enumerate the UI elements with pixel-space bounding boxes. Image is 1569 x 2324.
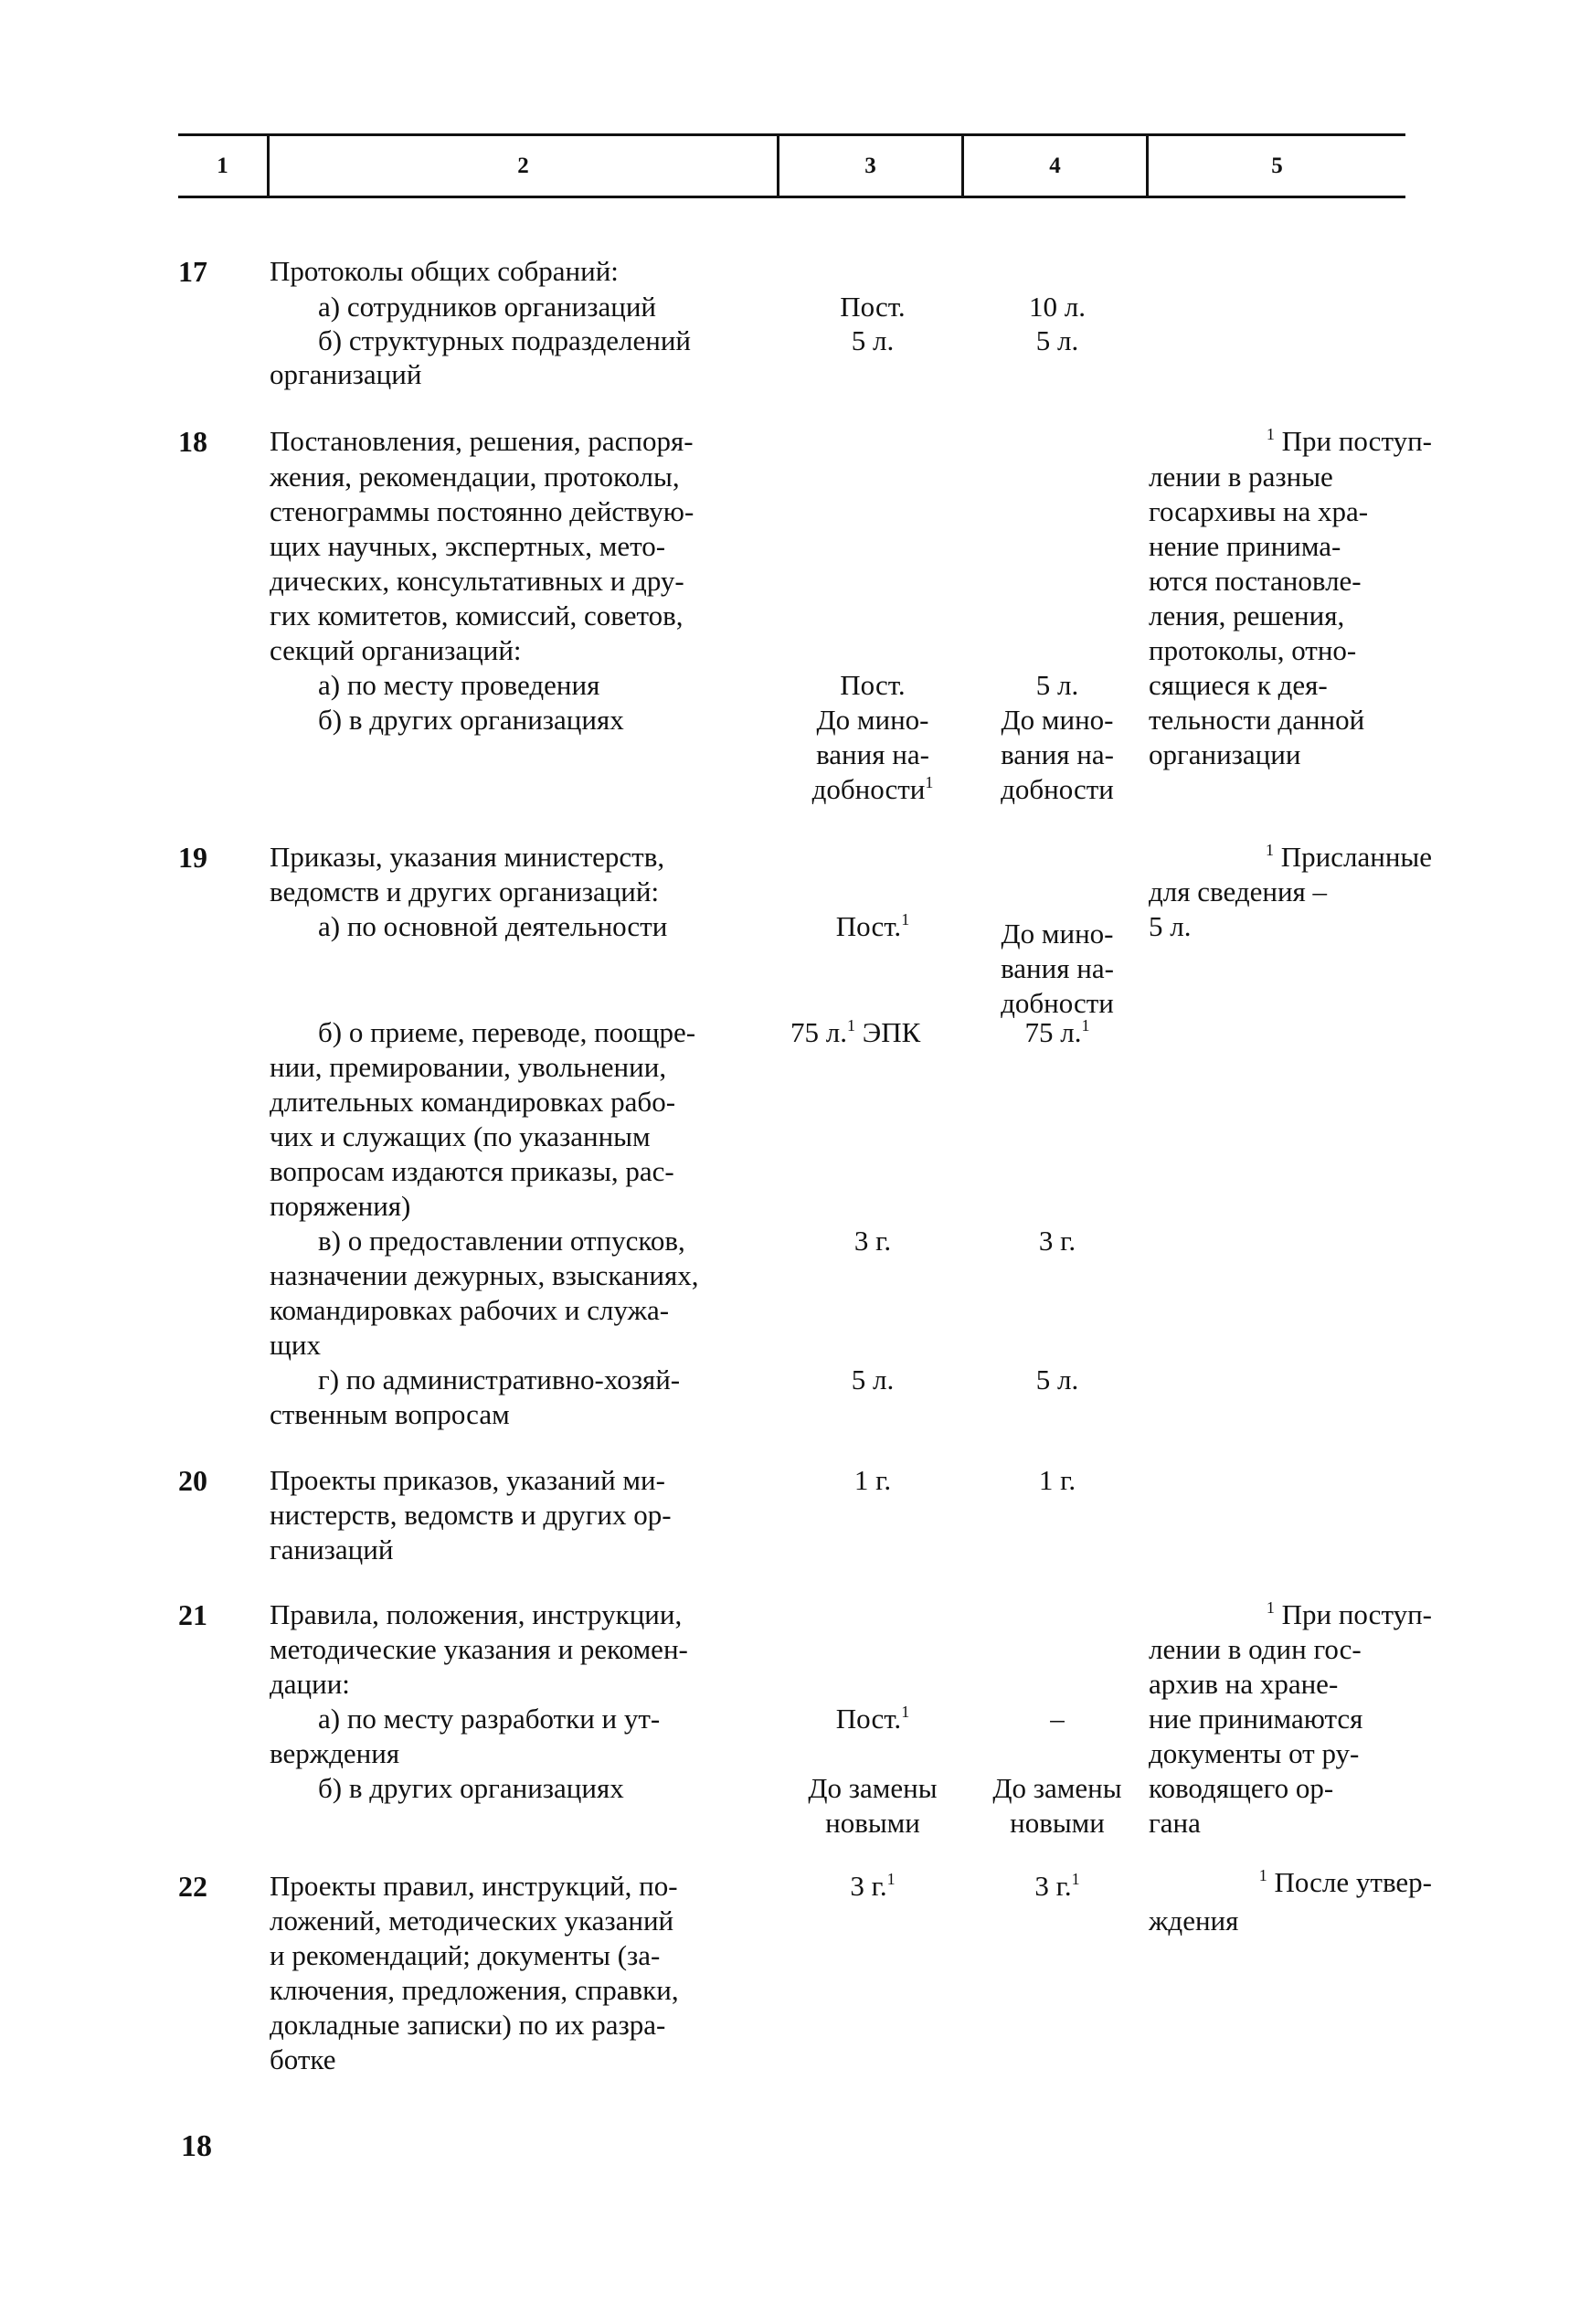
note-text: При поступ- [1281, 425, 1432, 457]
row-text: Проекты приказов, указаний ми- [270, 1464, 665, 1496]
row-text: щих научных, экспертных, мето- [270, 530, 666, 562]
row-text: а) по месту разработки и ут- [318, 1703, 661, 1735]
row-text: нии, премировании, увольнении, [270, 1051, 667, 1083]
header-col-3: 3 [864, 154, 876, 178]
note: ние принимаются [1149, 1703, 1363, 1735]
row-text: дических, консультативных и дру- [270, 565, 684, 597]
note: 5 л. [1149, 910, 1192, 942]
term-col-3: 5 л. [851, 324, 895, 356]
footnote-marker: 1 [925, 773, 934, 791]
row-number: 22 [178, 1870, 207, 1903]
term-text: 75 л. [1024, 1016, 1082, 1048]
note: ководящего ор- [1149, 1772, 1334, 1804]
header-bottom-rule [178, 196, 1405, 198]
row-number: 20 [178, 1464, 207, 1497]
note: ления, решения, [1149, 600, 1345, 631]
row-text: вопросам издаются приказы, рас- [270, 1155, 674, 1187]
row-text: б) структурных подразделений [318, 324, 692, 356]
row-text: ключения, предложения, справки, [270, 1974, 679, 2006]
row-text: в) о предоставлении отпусков, [318, 1225, 685, 1257]
row-text: секций организаций: [270, 634, 522, 666]
term-text: 3 г. [850, 1870, 887, 1902]
term-text: 3 г. [1034, 1870, 1072, 1902]
note: тельности данной [1149, 704, 1365, 736]
term-col-3: Пост.$^1$ [835, 1703, 910, 1735]
term-col-3: До замены [808, 1772, 938, 1804]
term-col-3: 3 г. [853, 1225, 892, 1257]
note-text: После утвер- [1274, 1866, 1432, 1898]
term-col-4: вания на- [1001, 738, 1114, 770]
term-col-3: 75 л.$^1$ ЭПК [790, 1016, 921, 1048]
term-col-4: До мино- [1001, 704, 1114, 736]
term-col-4: До замены [992, 1772, 1122, 1804]
term-text: 75 л. [790, 1016, 847, 1048]
header-col-4: 4 [1049, 154, 1061, 178]
term-col-3 [781, 771, 964, 808]
term-col-4: 10 л. [1029, 291, 1086, 323]
note: лении в разные [1149, 461, 1333, 493]
term-text: добности [811, 773, 926, 805]
header-col-5: 5 [1271, 154, 1283, 178]
row-text: ботке [270, 2043, 336, 2075]
term-col-4: До мино- [1001, 918, 1114, 950]
note: лении в один гос- [1149, 1633, 1362, 1665]
term-col-4: новыми [1010, 1807, 1105, 1839]
row-text: а) по основной деятельности [318, 910, 668, 942]
term-col-4: 3 г.$^1$ [1034, 1870, 1080, 1902]
term-col-4: 1 г. [1038, 1464, 1076, 1496]
note: ждения [1149, 1905, 1239, 1937]
term-col-3: новыми [825, 1807, 920, 1839]
note: сящиеся к дея- [1149, 669, 1328, 701]
row-text: а) сотрудников организаций [318, 291, 657, 323]
row-text: щих [270, 1329, 321, 1361]
note: документы от ру- [1149, 1737, 1360, 1769]
row-text: и рекомендаций; документы (за- [270, 1939, 661, 1971]
row-number: 19 [178, 841, 207, 874]
table-header [178, 133, 1405, 198]
term-col-3: Пост.$^1$ [835, 910, 910, 942]
term-col-4: 5 л. [1035, 669, 1079, 701]
term-col-3: 3 г.$^1$ [850, 1870, 896, 1902]
row-text: поряжения) [270, 1190, 411, 1222]
term-col-4: 3 г. [1038, 1225, 1076, 1257]
term-col-4: вания на- [1001, 952, 1114, 984]
row-text: б) в других организациях [318, 704, 624, 736]
note: госархивы на хра- [1149, 495, 1369, 527]
row-text: дации: [270, 1668, 350, 1700]
row-text: докладные записки) по их разра- [270, 2009, 666, 2041]
term-text: Пост. [835, 910, 902, 942]
row-text: верждения [270, 1737, 400, 1769]
row-text: ственным вопросам [270, 1398, 510, 1430]
row-number: 21 [178, 1598, 207, 1631]
row-text: гих комитетов, комиссий, советов, [270, 600, 684, 631]
page-number: 18 [181, 2129, 212, 2163]
note: $^1$ При поступ- [1266, 425, 1432, 457]
term-col-4: – [1050, 1703, 1065, 1735]
row-text: организаций [270, 358, 422, 390]
term-col-3: 5 л. [851, 1364, 895, 1395]
row-text: б) о приеме, переводе, поощре- [318, 1016, 696, 1048]
note: для сведения – [1149, 875, 1328, 907]
note: ются постановле- [1149, 565, 1362, 597]
row-text: б) в других организациях [318, 1772, 624, 1804]
note: организации [1149, 738, 1301, 770]
term-col-4: добности [1001, 987, 1114, 1019]
row-text: ложений, методических указаний [270, 1905, 674, 1937]
row-text: а) по месту проведения [318, 669, 600, 701]
row-text: жения, рекомендации, протоколы, [270, 461, 680, 493]
row-text: методические указания и рекомен- [270, 1633, 688, 1665]
term-col-4: 5 л. [1035, 324, 1079, 356]
term-text: Пост. [835, 1703, 902, 1735]
note: архив на хране- [1149, 1668, 1339, 1700]
row-number: 18 [178, 425, 207, 458]
term-col-3: 1 г. [853, 1464, 892, 1496]
term-col-4: 5 л. [1035, 1364, 1079, 1395]
row-text: Протоколы общих собраний: [270, 255, 619, 287]
row-text: чих и служащих (по указанным [270, 1120, 651, 1152]
note-text: При поступ- [1281, 1598, 1432, 1630]
note: $^1$ После утвер- [1258, 1866, 1432, 1898]
epk-mark: ЭПК [862, 1016, 921, 1048]
row-text: Приказы, указания министерств, [270, 841, 665, 873]
header-top-rule [178, 133, 1405, 136]
row-text: ганизаций [270, 1533, 394, 1565]
note: протоколы, отно- [1149, 634, 1357, 666]
term-col-3: Пост. [840, 291, 906, 323]
row-text: нистерств, ведомств и других ор- [270, 1499, 672, 1531]
row-text: длительных командировках рабо- [270, 1086, 676, 1118]
note: $^1$ При поступ- [1266, 1598, 1432, 1630]
row-text: Постановления, решения, распоря- [270, 425, 694, 457]
term-col-3: Пост. [840, 669, 906, 701]
row-number: 17 [178, 255, 207, 288]
row-text: назначении дежурных, взысканиях, [270, 1259, 699, 1291]
note: нение принима- [1149, 530, 1341, 562]
term-col-4: добности [1001, 773, 1114, 805]
row-text: командировках рабочих и служа- [270, 1294, 670, 1326]
row-text: Проекты правил, инструкций, по- [270, 1870, 678, 1902]
row-text: стенограммы постоянно действую- [270, 495, 694, 527]
note: гана [1149, 1807, 1201, 1839]
term-col-3: До мино- [816, 704, 929, 736]
term-col-4: 75 л.$^1$ [1024, 1016, 1090, 1048]
row-text: ведомств и других организаций: [270, 875, 660, 907]
header-col-1: 1 [217, 154, 228, 178]
note-text: Присланные [1280, 841, 1432, 873]
header-col-2: 2 [517, 154, 529, 178]
row-text: Правила, положения, инструкции, [270, 1598, 683, 1630]
row-text: г) по административно-хозяй- [318, 1364, 681, 1395]
note: $^1$ Присланные [1266, 841, 1432, 873]
term-col-3: вания на- [816, 738, 929, 770]
